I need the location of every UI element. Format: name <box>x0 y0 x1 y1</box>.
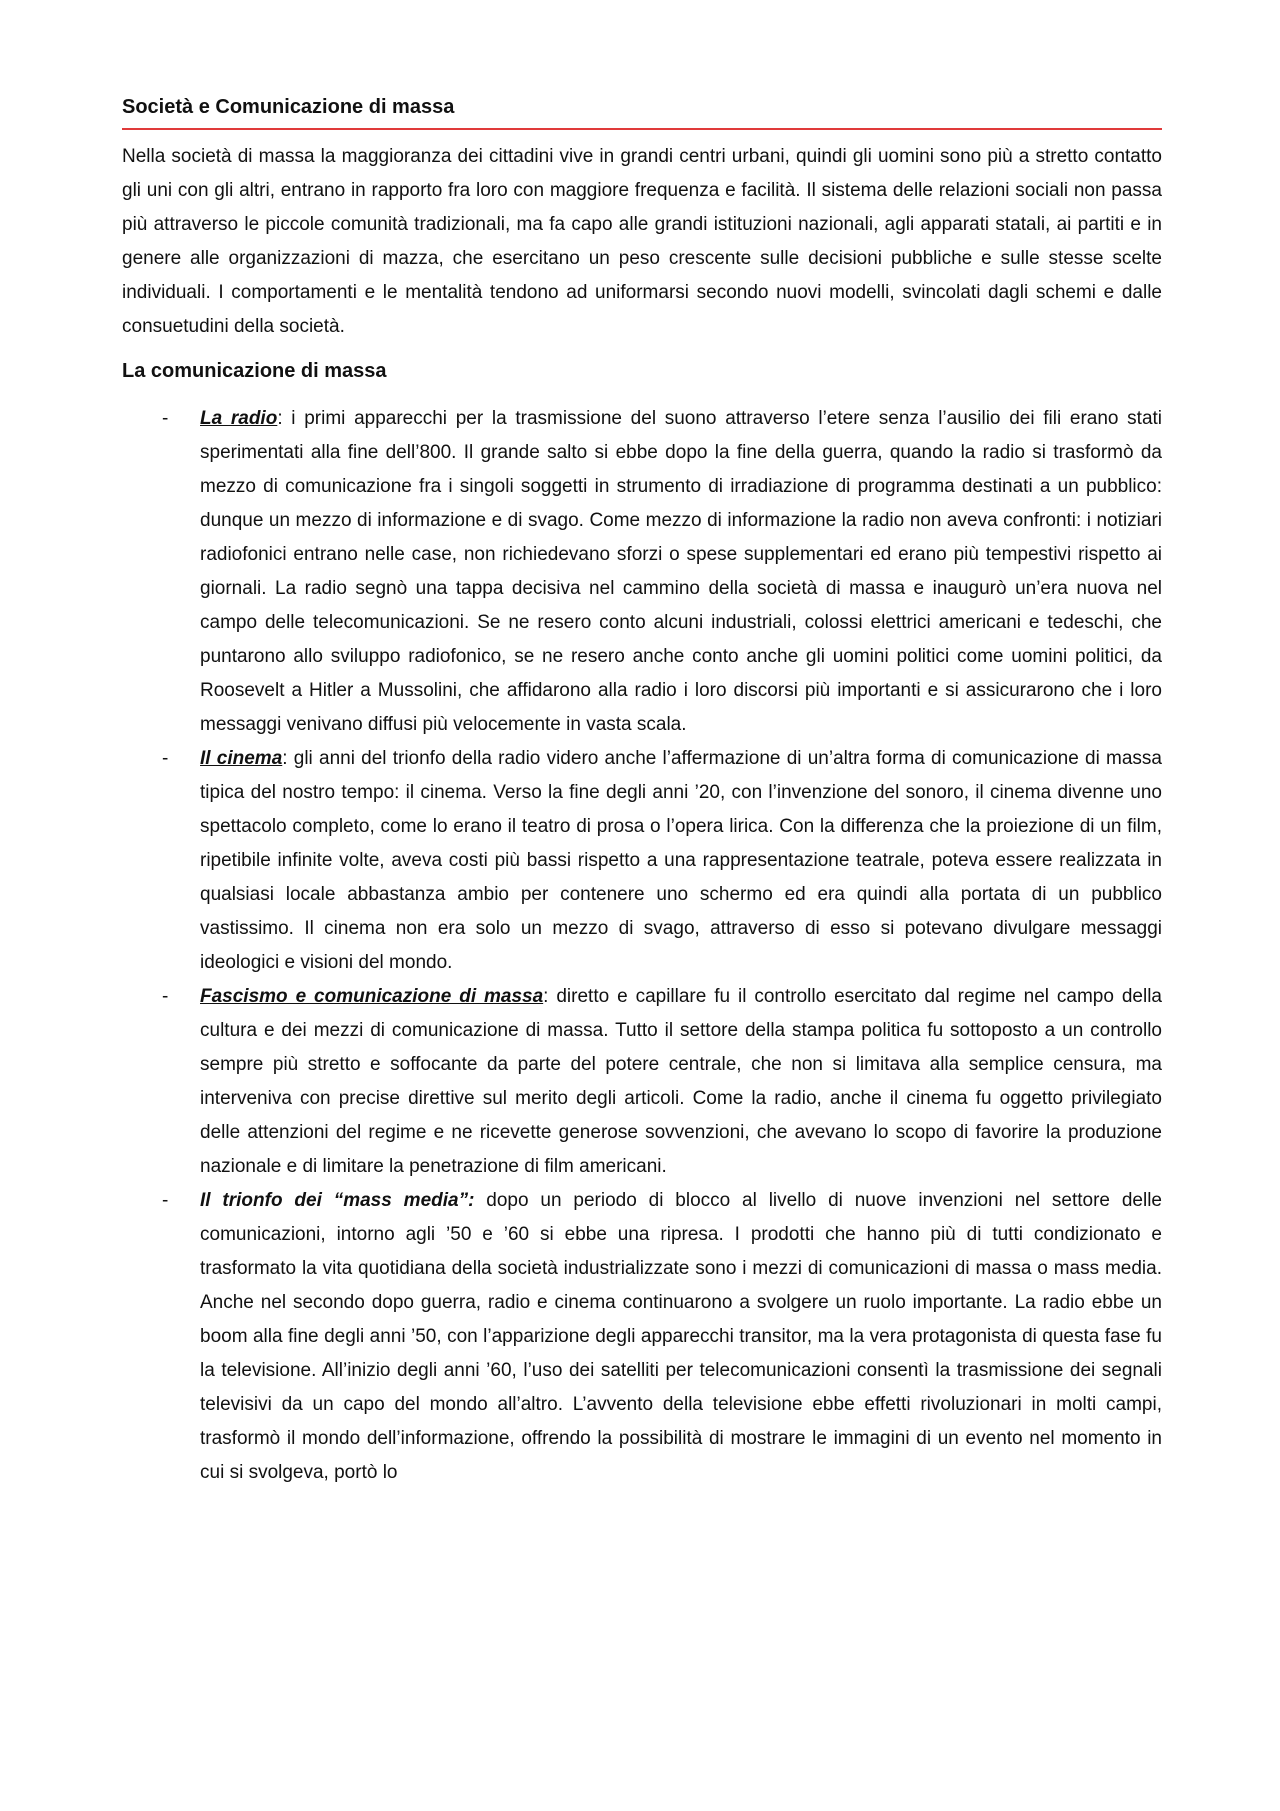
item-text-cinema: : gli anni del trionfo della radio videro anche l’affermazione di un’altra forma di comunicazione di massa tipica del nostro tempo: il cinema. Verso la fine degli anni ’20, con l’invenzione del sonoro, il cinema divenne uno spettacolo completo, come lo erano il teatro di prosa o l’opera lirica. Con la differenza che la proiezione di un film, ripetibile infinite volte, aveva costi più bassi rispetto a una rappresentazione teatrale, poteva essere realizzata in qualsiasi locale abbastanza ambio per contenere uno schermo ed era quindi alla portata di un pubblico vastissimo. Il cinema non era solo un mezzo di svago, attraverso di esso si potevano divulgare messaggi ideologici e visioni del mondo. <box>200 748 1162 973</box>
item-text-fascismo: : diretto e capillare fu il controllo esercitato dal regime nel campo della cultura e dei mezzi di comunicazione di massa. Tutto il settore della stampa politica fu sottoposto a un controllo sempre più stretto e soffocante da parte del potere centrale, che non si limitava alla semplice censura, ma interveniva con precise direttive sul merito degli articoli. Come la radio, anche il cinema fu oggetto privilegiato delle attenzioni del regime e ne ricevette generose sovvenzioni, che avevano lo scopo di favorire la produzione nazionale e di limitare la penetrazione di film americani. <box>200 986 1162 1177</box>
section-subtitle: La comunicazione di massa <box>122 360 387 382</box>
document-page <box>122 92 1162 1490</box>
list-item-fascismo <box>122 980 1162 1184</box>
intro-paragraph: Nella società di massa la maggioranza dei cittadini vive in grandi centri urbani, quindi gli uomini sono più a stretto contatto gli uni con gli altri, entrano in rapporto fra loro con maggiore frequenza e facilità. Il sistema delle relazioni sociali non passa più attraverso le piccole comunità tradizionali, ma fa capo alle grandi istituzioni nazionali, agli apparati statali, ai partiti e in genere alle organizzazioni di mazza, che esercitano un peso crescente sulle decisioni pubbliche e sulle stesse scelte individuali. I comportamenti e le mentalità tendono ad uniformarsi secondo nuovi modelli, svincolati dagli schemi e dalle consuetudini della società. <box>122 146 1162 337</box>
item-heading-fascismo: Fascismo e comunicazione di massa <box>200 986 544 1007</box>
list-item-mass-media <box>122 1184 1162 1490</box>
list-dash: - <box>162 986 169 1007</box>
item-text-mass-media: dopo un periodo di blocco al livello di nuove invenzioni nel settore delle comunicazioni, intorno agli ’50 e ’60 si ebbe una ripresa. I prodotti che hanno più di tutti condizionato e trasformato la vita quotidiana della società industrializzate sono i mezzi di comunicazioni di massa o mass media. Anche nel secondo dopo guerra, radio e cinema continuarono a svolgere un ruolo importante. La radio ebbe un boom alla fine degli anni ’50, con l’apparizione degli apparecchi transitor, ma la vera protagonista di questa fase fu la televisione. All’inizio degli anni ’60, l’uso dei satelliti per telecomunicazioni consentì la trasmissione dei segnali televisivi da un capo del mondo all’altro. L’avvento della televisione ebbe effetti rivoluzionari in molti campi, trasformò il mondo dell’informazione, offrendo la possibilità di mostrare le immagini di un evento nel momento in cui si svolgeva, portò lo <box>200 1190 1162 1483</box>
item-text-radio: : i primi apparecchi per la trasmissione del suono attraverso l’etere senza l’ausilio dei fili erano stati sperimentati alla fine dell’800. Il grande salto si ebbe dopo la fine della guerra, quando la radio si trasformò da mezzo di comunicazione fra i singoli soggetti in strumento di irradiazione di programma destinati a un pubblico: dunque un mezzo di informazione e di svago. Come mezzo di informazione la radio non aveva confronti: i notiziari radiofonici entrano nelle case, non richiedevano sforzi o spese supplementari ed erano più tempestivi rispetto ai giornali. La radio segnò una tappa decisiva nel cammino della società di massa e inaugurò un’era nuova nel campo delle telecomunicazioni. Se ne resero conto alcuni industriali, colossi elettrici americani e tedeschi, che puntarono allo sviluppo radiofonico, se ne resero anche conto anche gli uomini politici come uomini politici, da Roosevelt a Hitler a Mussolini, che affidarono alla radio i loro discorsi più importanti e si assicurarono che i loro messaggi venivano diffusi più velocemente in vasta scala. <box>200 408 1163 735</box>
item-heading-mass-media: Il trionfo dei “mass media”: <box>200 1190 475 1211</box>
media-list <box>122 402 1162 1490</box>
list-dash: - <box>162 408 169 429</box>
item-heading-radio: La radio <box>200 408 278 429</box>
list-dash: - <box>162 748 169 769</box>
document-title: Società e Comunicazione di massa <box>122 92 1162 130</box>
item-heading-cinema: Il cinema <box>200 748 283 769</box>
list-item-cinema <box>122 742 1162 980</box>
list-dash: - <box>162 1190 169 1211</box>
list-item-radio <box>122 402 1162 742</box>
